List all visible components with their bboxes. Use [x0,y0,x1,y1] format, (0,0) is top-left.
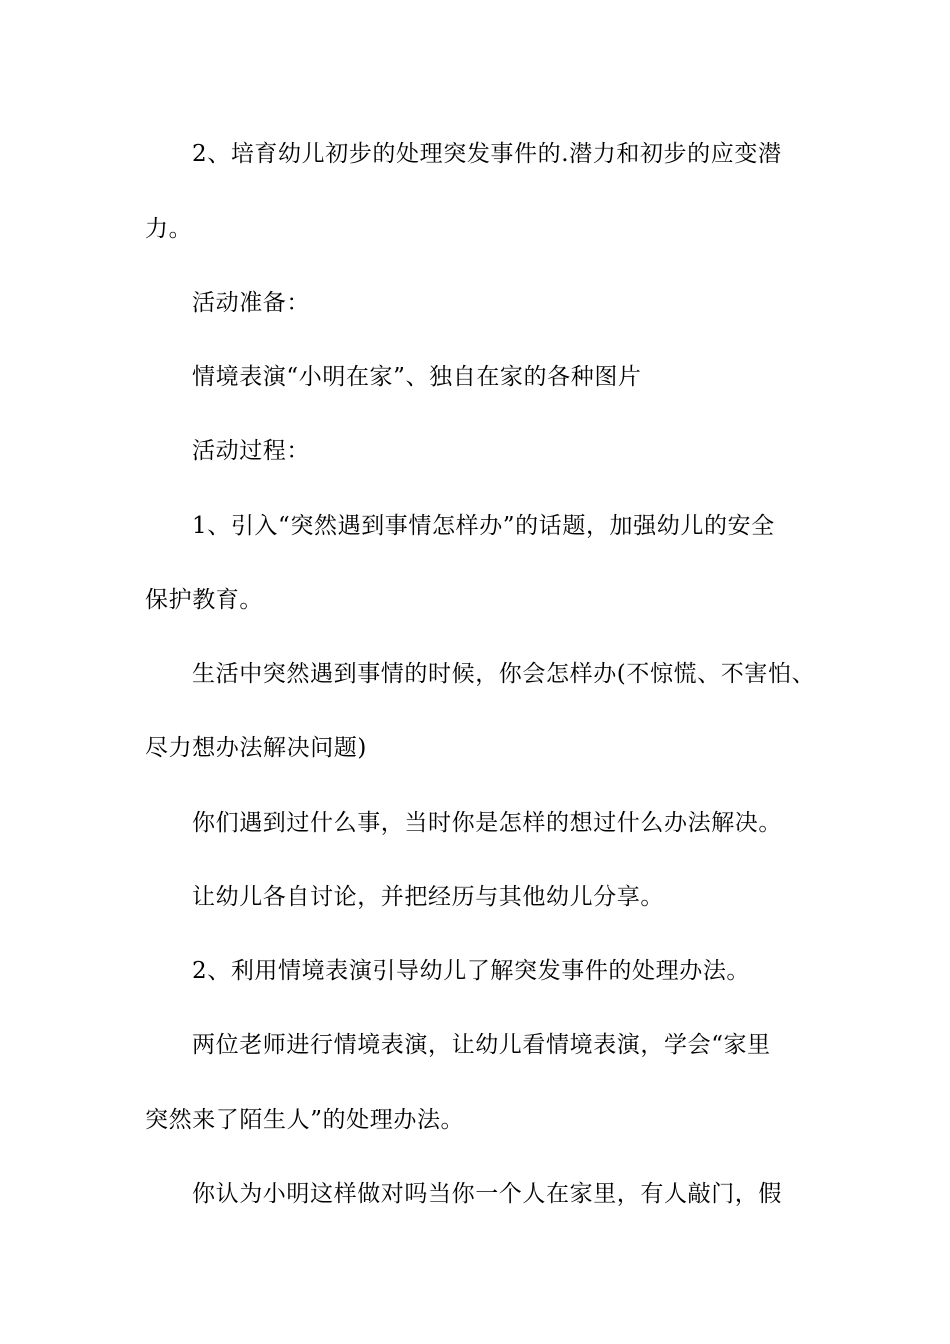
text-line-10: 你们遇到过什么事，当时你是怎样的想过什么办法解决。 [192,810,782,836]
text-line-11: 让幼儿各自讨论，并把经历与其他幼儿分享。 [192,884,664,910]
text-line-13: 两位老师进行情境表演，让幼儿看情境表演，学会“家里 [192,1032,771,1058]
text-line-9: 尽力想办法解决问题) [145,735,367,761]
section-heading-preparation: 活动准备： [192,290,310,316]
text-line-1: 2、培育幼儿初步的处理突发事件的.潜力和初步的应变潜 [192,141,782,167]
text-line-4: 情境表演“小明在家”、独自在家的各种图片 [192,364,642,390]
text-line-8: 生活中突然遇到事情的时候，你会怎样办(不惊慌、不害怕、 [192,661,816,687]
text-line-14: 突然来了陌生人”的处理办法。 [145,1107,465,1133]
text-line-12: 2、利用情境表演引导幼儿了解突发事件的处理办法。 [192,958,751,984]
text-line-2: 力。 [145,216,193,242]
section-heading-process: 活动过程： [192,438,310,464]
text-line-15: 你认为小明这样做对吗当你一个人在家里，有人敲门，假 [192,1181,782,1207]
text-line-7: 保护教育。 [145,587,263,613]
text-line-6: 1、引入“突然遇到事情怎样办”的话题，加强幼儿的安全 [192,513,775,539]
